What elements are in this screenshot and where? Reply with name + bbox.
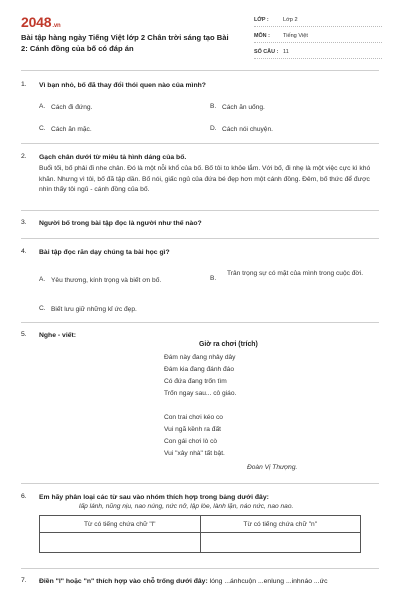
table-header-cell: Từ có tiếng chứa chữ "l" [40, 516, 201, 533]
answer-cell-n[interactable] [200, 533, 361, 553]
poem-line: Đám này đang nhảy dây [164, 354, 236, 361]
option-text: Cách ăn uống. [222, 104, 265, 111]
question-text [39, 577, 328, 586]
option-a[interactable] [39, 103, 189, 113]
option-letter: B. [210, 275, 217, 282]
meta-key: MÔN : [254, 33, 270, 39]
question-text: Em hãy phân loại các từ sau vào nhóm thích hợp trong bảng dưới đây: [39, 494, 269, 501]
option-letter: A. [39, 276, 46, 283]
poem-line: Vui "xây nhà" tất bật. [164, 450, 225, 457]
option-b[interactable] [210, 269, 378, 282]
option-letter: C. [39, 305, 46, 312]
meta-value: 11 [283, 49, 289, 55]
option-text: Cách nói chuyện. [222, 126, 273, 133]
meta-row-subject [254, 30, 382, 43]
option-text: Cách ăn mặc. [51, 126, 92, 133]
question-number: 6. [21, 493, 27, 500]
question-2 [21, 153, 379, 209]
question-text: Nghe - viết: [39, 332, 77, 339]
meta-value: Tiếng Việt [283, 33, 308, 39]
answer-cell-l[interactable] [40, 533, 201, 553]
poem-line: Con trai chơi kéo co [164, 414, 223, 421]
site-logo[interactable] [21, 14, 60, 30]
poem-line: Con gái chơi lò cò [164, 438, 218, 445]
meta-key: LỚP : [254, 17, 269, 23]
divider [21, 143, 379, 144]
divider [21, 238, 379, 239]
question-7 [21, 577, 379, 591]
meta-info-box [254, 14, 382, 59]
question-4 [21, 248, 379, 318]
meta-value: Lớp 2 [283, 17, 298, 23]
option-text: Trân trọng sự có mặt của mình trong cuộc đời. [227, 270, 364, 277]
option-text: Yêu thương, kính trọng và biết ơn bố. [51, 277, 162, 284]
poem-line: Có đứa đang trốn tìm [164, 378, 227, 385]
question-text: Gạch chân dưới từ miêu tả hình dáng của bố. [39, 154, 187, 161]
meta-key: SỐ CÂU : [254, 49, 279, 55]
option-letter: D. [210, 125, 217, 132]
question-6 [21, 493, 379, 565]
question-number: 3. [21, 219, 27, 226]
option-c[interactable] [39, 305, 239, 315]
question-prompt: Điền "l" hoặc "n" thích hợp vào chỗ trống dưới đây: [39, 578, 208, 585]
divider [21, 483, 379, 484]
word-list: lấp lánh, nũng nịu, nao núng, nức nở, lập lòe, lành lặn, náo nức, nao nao. [79, 503, 294, 510]
classification-table [39, 515, 361, 553]
table-header-row [40, 516, 361, 533]
poem-title: Giờ ra chơi (trích) [199, 341, 258, 348]
divider [21, 210, 379, 211]
question-text: Bài tập đọc răn dạy chúng ta bài học gì? [39, 249, 170, 256]
reading-paragraph: Buổi tối, bố phải đi nhe chân. Đó là một nỗi khổ của bố. Bố tôi to khỏe lắm. Với bố, đi nhẹ là một việc cực kì khó khăn. Nhưng vì tôi, bố đã tập dần. Bố nói, giấc ngủ của đứa bé đẹp hơn một cánh đồng. Đêm, bố thức để được nhìn thấy tôi ngủ - cánh đồng của bố. [39, 165, 371, 193]
option-text: Cách đi đứng. [51, 104, 93, 111]
poem-line: Vui ngã kềnh ra đất [164, 426, 221, 433]
poem-line: Đám kia đang đánh đáo [164, 366, 235, 373]
meta-row-question-count [254, 46, 382, 59]
option-b[interactable] [210, 103, 360, 113]
table-row [40, 533, 361, 553]
option-text: Biết lưu giữ những kỉ ức đẹp. [51, 306, 137, 313]
question-text: Vì bạn nhỏ, bố đã thay đổi thói quen nào của mình? [39, 82, 206, 89]
divider [21, 322, 379, 323]
option-c[interactable] [39, 125, 189, 135]
document-title: Bài tập hàng ngày Tiếng Việt lớp 2 Chân trời sáng tạo Bài 2: Cánh đồng của bố có đáp án [21, 33, 229, 53]
poem-author: Đoàn Vị Thượng. [247, 464, 298, 471]
question-3 [21, 219, 379, 233]
poem-line: Trốn ngay sau... cô giáo. [164, 390, 237, 397]
option-letter: B. [210, 103, 217, 110]
question-number: 4. [21, 248, 27, 255]
fill-in-blanks: lóng ...ánhcuộn ...enlung ...inhnáo ...ức [209, 578, 328, 585]
question-1 [21, 81, 379, 141]
question-number: 1. [21, 81, 27, 88]
question-number: 7. [21, 577, 27, 584]
table-header-cell: Từ có tiếng chứa chữ "n" [200, 516, 361, 533]
logo-main-text: 2048 [21, 14, 52, 30]
question-number: 2. [21, 153, 27, 160]
option-letter: C. [39, 125, 46, 132]
divider [21, 70, 379, 71]
option-a[interactable] [39, 276, 204, 286]
question-number: 5. [21, 331, 27, 338]
option-d[interactable] [210, 125, 360, 135]
meta-row-class [254, 14, 382, 27]
logo-suffix: .vn [52, 23, 61, 29]
question-text: Người bố trong bài tập đọc là người như thế nào? [39, 220, 202, 227]
question-5 [21, 331, 379, 481]
divider [21, 568, 379, 569]
option-letter: A. [39, 103, 46, 110]
